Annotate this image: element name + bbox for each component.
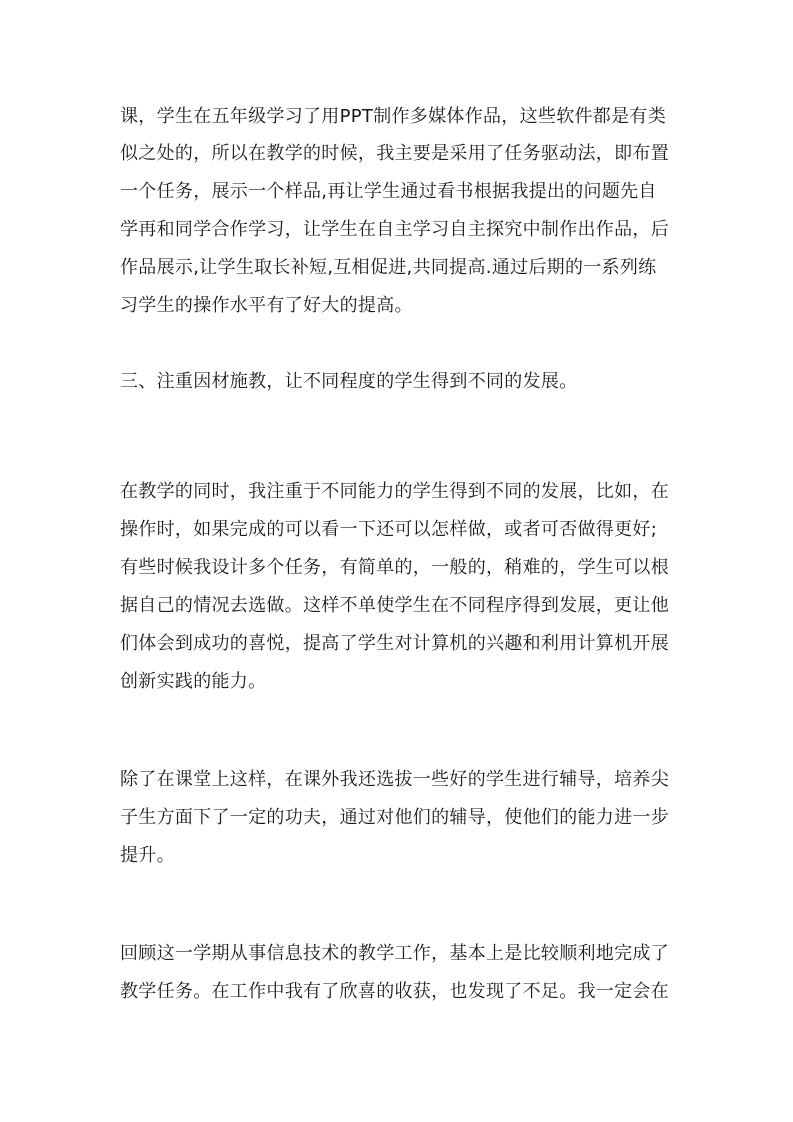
paragraph-3-line-2: 操作时，如果完成的可以看一下还可以怎样做，或者可否做得更好; xyxy=(120,519,658,540)
section-heading: 三、注重因材施教，让不同程度的学生得到不同的发展。 xyxy=(120,371,578,392)
paragraph-5-line-1: 回顾这一学期从事信息技术的教学工作，基本上是比较顺利地完成了 xyxy=(120,943,669,964)
paragraph-1-line-3: 一个任务，展示一个样品,再让学生通过看书根据我提出的问题先自 xyxy=(120,181,657,202)
paragraph-3-line-3: 有些时候我设计多个任务，有简单的，一般的，稍难的，学生可以根 xyxy=(120,557,669,578)
paragraph-1-line-2: 似之处的，所以在教学的时候，我主要是采用了任务驱动法，即布置 xyxy=(120,143,669,164)
paragraph-4-line-2: 子生方面下了一定的功夫，通过对他们的辅导，使他们的能力进一步 xyxy=(120,807,669,828)
paragraph-1-line-1: 课，学生在五年级学习了用PPT制作多媒体作品，这些软件都是有类 xyxy=(120,106,667,127)
paragraph-4-line-1: 除了在课堂上这样，在课外我还选拔一些好的学生进行辅导，培养尖 xyxy=(120,769,669,790)
paragraph-3-line-6: 创新实践的能力。 xyxy=(120,671,267,692)
paragraph-1-line-5: 作品展示,让学生取长补短,互相促进,共同提高.通过后期的一系列练 xyxy=(120,257,657,278)
paragraph-1-line-4: 学再和同学合作学习，让学生在自主学习自主探究中制作出作品，后 xyxy=(120,219,669,240)
paragraph-1-line-6: 习学生的操作水平有了好大的提高。 xyxy=(120,295,413,316)
paragraph-4-line-3: 提升。 xyxy=(120,845,175,866)
paragraph-5-line-2: 教学任务。在工作中我有了欣喜的收获，也发现了不足。我一定会在 xyxy=(120,981,669,1002)
paragraph-3-line-4: 据自己的情况去选做。这样不单使学生在不同程序得到发展，更让他 xyxy=(120,595,669,616)
paragraph-3-line-1: 在教学的同时，我注重于不同能力的学生得到不同的发展，比如，在 xyxy=(120,481,669,502)
paragraph-3-line-5: 们体会到成功的喜悦，提高了学生对计算机的兴趣和利用计算机开展 xyxy=(120,633,669,654)
